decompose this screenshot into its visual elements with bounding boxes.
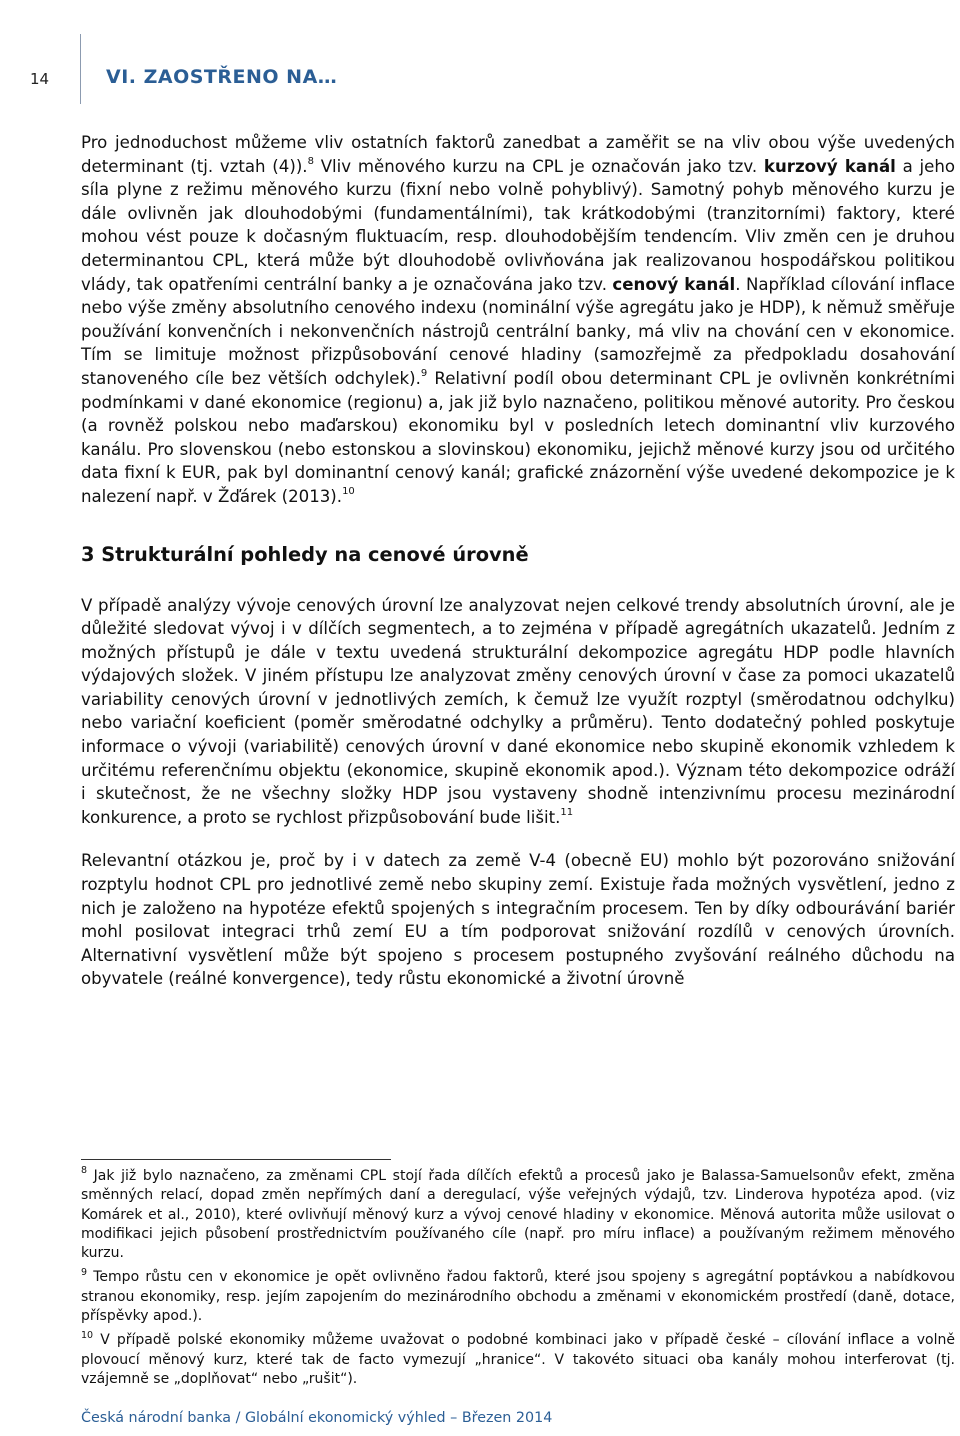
footnote-text: Jak již bylo naznačeno, za změnami CPL stojí řada dílčích efektů a procesů jako je Balassa-Samuelsonův efekt, změna směnných relací, dopad změn nepřímých daní a deregulací, výše veřejných výdajů, tzv. Linderova hypotéza apod. (viz Komárek et al., 2010), které ovlivňují měnový kurz a vývoj cenové hladiny v ekonomice. Měnová autorita může usilovat o modifikaci jejich působení prostřednictvím používaného cíle (např. pro míru inflace) a používaným režimem měnového kurzu. bbox=[81, 1168, 955, 1262]
main-content bbox=[81, 131, 955, 991]
footnotes bbox=[81, 1167, 955, 1394]
section-title: VI. ZAOSTŘENO NA… bbox=[106, 66, 338, 88]
paragraph-1-text: a jeho síla plyne z režimu měnového kurzu (fixní nebo volně pohyblivý). Samotný pohyb měnového kurzu je dále ovlivněn jak dlouhodobými (fundamentálními), tak krátkodobými (tranzitorními) faktory, které mohou vést pouze k dočasným fluktuacím, resp. dlouhodobějším tendencím. Vliv změn cen je druhou determinantou CPL, která může být dlouhodobě ovlivňována jak realizovanou hospodářskou politikou vlády, tak opatřeními centrální banky a je označována jako tzv. bbox=[81, 156, 956, 294]
paragraph-3: Relevantní otázkou je, proč by i v datech za země V-4 (obecně EU) mohlo být pozorováno snižování rozptylu hodnot CPL pro jednotlivé země nebo skupiny zemí. Existuje řada možných vysvětlení, jedno z nich je založeno na hypotéze efektů spojených s integračním procesem. Ten by díky odbourávání bariér mohl posilovat integraci trhů zemí EU a tím podporovat snižování rozdílů v cenových úrovních. Alternativní vysvětlení může být spojeno s procesem postupného zvyšování reálného důchodu na obyvatele (reálné konvergence), tedy růstu ekonomické a životní úrovně bbox=[81, 851, 955, 989]
footnote-number: 10 bbox=[81, 1329, 94, 1341]
footnote-number: 9 bbox=[81, 1266, 88, 1278]
footnote-9 bbox=[81, 1268, 955, 1326]
footnote-text: Tempo růstu cen v ekonomice je opět ovlivněno řadou faktorů, které jsou spojeny s agregátní poptávkou a nabídkovou stranou ekonomiky, resp. jejím zapojením do mezinárodního obchodu a změnami v ekonomickém prostředí (daně, dotace, příspěvky apod.). bbox=[81, 1269, 955, 1325]
header-divider bbox=[80, 34, 81, 104]
page-number: 14 bbox=[30, 70, 50, 88]
paragraph-1-text: Pro jednoduchost můžeme vliv ostatních faktorů zanedbat a zaměřit se na vliv obou výše uvedených determinant (tj. vztah (4)). bbox=[81, 133, 955, 176]
footnote-separator bbox=[81, 1159, 391, 1160]
paragraph-2-text: V případě analýzy vývoje cenových úrovní lze analyzovat nejen celkové trendy absolutních úrovní, ale je důležité sledovat vývoj i v dílčích segmentech, a to zejména v případě agregátních ukazatelů. Jedním z možných přístupů je dále v textu uvedená strukturální dekompozice agregátu HDP podle hlavních výdajových složek. V jiném přístupu lze analyzovat změny cenových úrovní v čase za pomoci ukazatelů variability cenových úrovní v jednotlivých zemích, k čemuž lze využít rozptyl (směrodatnou odchylku) nebo variační koeficient (poměr směrodatné odchylky a průměru). Tento dodatečný pohled poskytuje informace o vývoji (variabilitě) cenových úrovní v dané ekonomice nebo skupině ekonomik vzhledem k určitému referenčnímu objektu (ekonomice, skupině ekonomik apod.). Význam této dekompozice odráží i skutečnost, že ne všechny složky HDP jsou vystaveny shodně intenzivnímu procesu mezinárodní konkurence, a proto se rychlost přizpůsobování bude lišit. bbox=[81, 595, 955, 827]
footnote-text: V případě polské ekonomiky můžeme uvažovat o podobné kombinaci jako v případě české – cílování inflace a volně plovoucí měnový kurz, které tak de facto vymezují „hranice“. V takovéto situaci oba kanály mohou interferovat (tj. vzájemně se „doplňovat“ nebo „rušit“). bbox=[81, 1332, 955, 1387]
paragraph-2 bbox=[81, 594, 955, 830]
page-footer: Česká národní banka / Globální ekonomický výhled – Březen 2014 bbox=[81, 1410, 553, 1426]
footnote-number: 8 bbox=[81, 1165, 88, 1177]
term-kurzovy-kanal: kurzový kanál bbox=[763, 156, 896, 176]
paragraph-1 bbox=[81, 131, 955, 509]
footnote-8 bbox=[81, 1167, 955, 1263]
paragraph-1-text: . Například cílování inflace nebo výše změny absolutního cenového indexu (nominální výše agregátu jako je HDP), k němuž směřuje používání konvenčních i nekonvenčních nástrojů centrální banky, má vliv na chování cen v ekonomice. Tím se limituje možnost přizpůsobování cenové hladiny (samozřejmě za předpokladu dosahování stanoveného cíle bez větších odchylek). bbox=[81, 274, 955, 388]
footnote-ref-9[interactable]: 9 bbox=[420, 368, 428, 380]
paragraph-1-text: Relativní podíl obou determinant CPL je ovlivněn konkrétními podmínkami v dané ekonomice (regionu) a, jak již bylo naznačeno, politikou měnové autority. Pro českou (a rovněž polskou nebo maďarskou) ekonomiku byl v posledních letech dominantní vliv kurzového kanálu. Pro slovenskou (nebo estonskou a slovinskou) ekonomiku, jejichž měnové kurzy jsou od určitého data fixní k EUR, pak byl dominantní cenový kanál; grafické znázornění výše uvedené dekompozice je k nalezení např. v Žďárek (2013). bbox=[81, 368, 955, 506]
term-cenovy-kanal: cenový kanál bbox=[612, 274, 736, 294]
footnote-10 bbox=[81, 1331, 955, 1389]
page-header bbox=[0, 0, 960, 104]
footnote-ref-11[interactable]: 11 bbox=[560, 807, 574, 819]
footnote-ref-8[interactable]: 8 bbox=[307, 156, 314, 168]
paragraph-1-text: Vliv měnového kurzu na CPL je označován jako tzv. bbox=[313, 156, 764, 176]
section-heading: 3 Strukturální pohledy na cenové úrovně bbox=[81, 542, 529, 566]
footnote-ref-10[interactable]: 10 bbox=[342, 486, 355, 498]
